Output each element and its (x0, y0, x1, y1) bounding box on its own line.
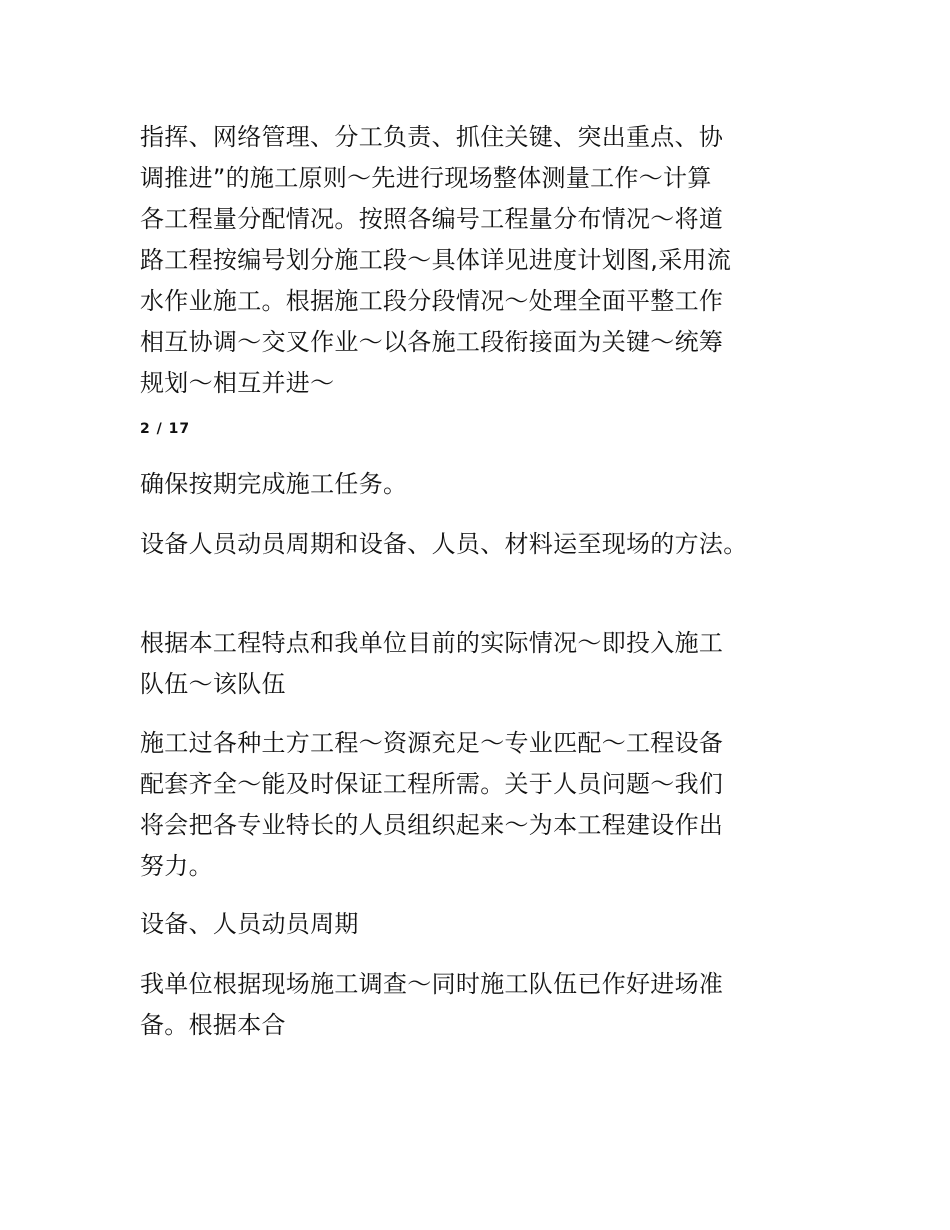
text-line: 路工程按编号划分施工段～具体详见进度计划图,采用流 (140, 246, 732, 274)
text-line: 各工程量分配情况。按照各编号工程量分布情况～将道 (140, 205, 724, 233)
text-line: 调推进”的施工原则～先进行现场整体测量工作～计算 (140, 164, 712, 192)
paragraph-ensure: 确保按期完成施工任务。 (140, 470, 408, 498)
text-line: 根据本工程特点和我单位目前的实际情况～即投入施工 (140, 629, 724, 657)
text-line: 努力。 (140, 852, 213, 880)
paragraph-mobilization-heading: 设备、人员动员周期 (140, 910, 359, 938)
text-line: 备。根据本合 (140, 1011, 286, 1039)
text-line: 水作业施工。根据施工段分段情况～处理全面平整工作 (140, 287, 724, 315)
text-line: 配套齐全～能及时保证工程所需。关于人员问题～我们 (140, 770, 724, 798)
text-line: 队伍～该队伍 (140, 670, 286, 698)
text-line: 规划～相互并进～ (140, 369, 335, 397)
text-line: 相互协调～交叉作业～以各施工段衔接面为关键～统筹 (140, 328, 724, 356)
text-line: 将会把各专业特长的人员组织起来～为本工程建设作出 (140, 811, 724, 839)
text-line: 指挥、网络管理、分工负责、抓住关键、突出重点、协 (140, 123, 724, 151)
text-line: 施工过各种土方工程～资源充足～专业匹配～工程设备 (140, 729, 724, 757)
text-line: 我单位根据现场施工调查～同时施工队伍已作好进场准 (140, 970, 724, 998)
paragraph-equipment-heading: 设备人员动员周期和设备、人员、材料运至现场的方法。 (140, 530, 748, 558)
page-number: 2 / 17 (140, 421, 191, 437)
